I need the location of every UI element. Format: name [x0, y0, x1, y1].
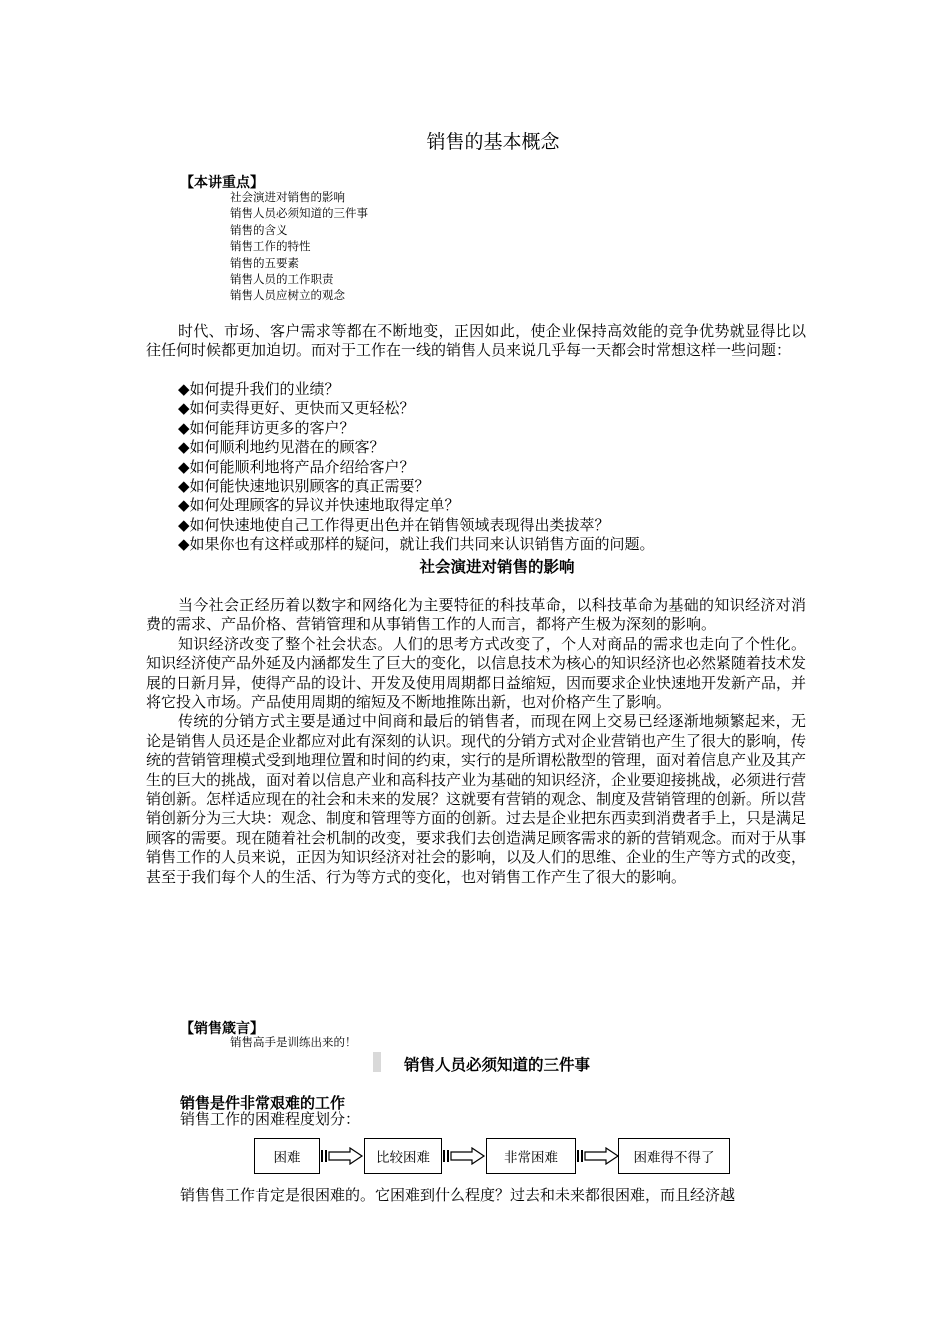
last-line: 销售售工作肯定是很困难的。它困难到什么程度？过去和未来都很困难，而且经济越: [180, 1186, 736, 1204]
key-point-item: 销售的五要素: [230, 255, 299, 270]
section2-heading: 销售人员必须知道的三件事: [403, 1056, 590, 1074]
section1-body: [146, 596, 806, 887]
difficulty-intro: 销售工作的困难程度划分：: [180, 1110, 361, 1128]
section1-paragraph: 知识经济改变了整个社会状态。人们的思考方式改变了，个人对商品的需求也走向了个性化。知识经济使产品外延及内涵都发生了巨大的变化，以信息技术为核心的知识经济也必然紧随着技术发展的日新月异，使得产品的设计、开发及使用周期都日益缩短，因而要求企业快速地开发新产品，并将它投入市场。产品使用周期的缩短及不断地推陈出新，也对价格产生了影响。: [146, 634, 807, 712]
question-item: ◆如何卖得更好、更快而又更轻松？: [178, 399, 415, 418]
section1-heading: 社会演进对销售的影响: [419, 558, 575, 576]
section1-paragraph: 当今社会正经历着以数字和网络化为主要特征的科技革命，以科技革命为基础的知识经济对消费的需求、产品价格、营销管理和从事销售工作的人而言，都将产生极为深刻的影响。: [146, 596, 806, 634]
question-item: ◆如何能顺利地将产品介绍给客户？: [178, 457, 415, 476]
motto-text: 销售高手是训练出来的！: [230, 1035, 357, 1049]
key-points-label: 【本讲重点】: [180, 175, 264, 191]
question-list: [178, 380, 655, 555]
flow-step-difficult: 困难: [254, 1138, 320, 1174]
key-points-list: [230, 189, 368, 304]
flow-step-very-difficult: 非常困难: [486, 1138, 576, 1174]
question-item: ◆如何快速地使自己工作得更出色并在销售领域表现得出类拔萃？: [178, 515, 610, 534]
key-point-item: 销售人员必须知道的三件事: [230, 206, 368, 221]
question-item: ◆如何提升我们的业绩？: [178, 380, 340, 398]
question-item: ◆如果你也有这样或那样的疑问，就让我们共同来认识销售方面的问题。: [178, 535, 655, 554]
question-item: ◆如何顺利地约见潜在的顾客？: [178, 438, 385, 457]
intro-text: 时代、市场、客户需求等都在不断地变，正因如此，使企业保持高效能的竞争优势就显得比以往任何时候都更加迫切。而对于工作在一线的销售人员来说几乎每一天都会时常想这样一些问题：: [146, 322, 806, 360]
intro-paragraph: [146, 322, 806, 361]
flow-arrow-icon: [442, 1147, 486, 1165]
page-title: 销售的基本概念: [426, 131, 560, 153]
key-point-item: 销售人员应树立的观念: [230, 288, 345, 303]
flow-arrow-icon: [320, 1147, 364, 1165]
question-item: ◆如何能拜访更多的客户？: [178, 418, 355, 437]
section1-paragraph: 传统的分销方式主要是通过中间商和最后的销售者，而现在网上交易已经逐渐地频繁起来，无论是销售人员还是企业都应对此有深刻的认识。现代的分销方式对企业营销也产生了很大的影响，传统的营销管理模式受到地理位置和时间的约束，实行的是所谓松散型的管理，面对着信息产业及其产生的巨大的挑战，面对着以信息产业和高科技产业为基础的知识经济，企业要迎接挑战，必须进行营销创新。怎样适应现在的社会和未来的发展？这就要有营销的观念、制度及营销管理的创新。所以营销创新分为三大块：观念、制度和管理等方面的创新。过去是企业把东西卖到消费者手上，只是满足顾客的需要。现在随着社会机制的改变，要求我们去创造满足顾客需求的新的营销观念。而对于从事销售工作的人员来说，正因为知识经济对社会的影响，以及人们的思维、企业的生产等方式的改变，甚至于我们每个人的生活、行为等方式的变化，也对销售工作产生了很大的影响。: [146, 712, 807, 886]
question-item: ◆如何能快速地识别顾客的真正需要？: [178, 477, 430, 496]
sub-heading: 销售是件非常艰难的工作: [180, 1094, 346, 1112]
key-point-item: 销售人员的工作职责: [230, 272, 334, 287]
key-point-item: 社会演进对销售的影响: [230, 190, 345, 204]
flow-arrow-icon: [576, 1147, 620, 1165]
question-item: ◆如何处理顾客的异议并快速地取得定单？: [178, 496, 460, 515]
flow-step-fairly-difficult: 比较困难: [364, 1138, 442, 1174]
motto-label: 【销售箴言】: [180, 1021, 264, 1037]
key-point-item: 销售工作的特性: [230, 239, 311, 254]
flow-step-extremely-difficult: 困难得不得了: [618, 1138, 730, 1174]
key-point-item: 销售的含义: [230, 222, 288, 237]
